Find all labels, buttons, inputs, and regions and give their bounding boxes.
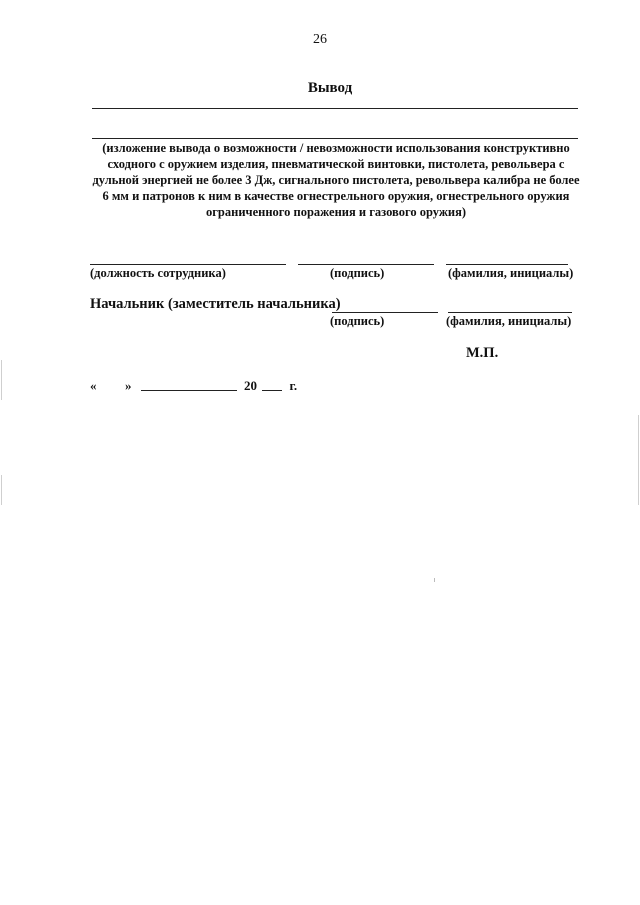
conclusion-line-2[interactable] <box>92 138 578 139</box>
scan-speck <box>434 578 435 582</box>
officer-signature-caption: (подпись) <box>330 266 385 280</box>
purpose-caption: (изложение вывода о возможности / невозможности использования конструктивно сходного с оружием изделия, пневматической винтовки, пистолета, револьвера с дульной энергией не более 3 Дж, сигнального пистолета, револьвера калибра не более 6 мм и патронов к ним в качестве огнестрельного оружия, огнестрельного оружия ограниченного поражения и газового оружия) <box>92 141 580 219</box>
officer-name-line[interactable] <box>446 264 568 265</box>
chief-name-line[interactable] <box>448 312 572 313</box>
date-row <box>90 378 297 394</box>
position-line[interactable] <box>90 264 286 265</box>
chief-signature-line[interactable] <box>332 312 438 313</box>
chief-label: Начальник (заместитель начальника) <box>90 296 341 312</box>
date-open-quote: « <box>90 378 97 393</box>
scan-edge-mark <box>1 360 2 400</box>
chief-signature-caption: (подпись) <box>330 314 385 328</box>
scan-edge-mark <box>1 475 2 505</box>
year-blank[interactable] <box>262 390 282 391</box>
month-blank[interactable] <box>141 390 237 391</box>
stamp-place: М.П. <box>466 345 499 361</box>
date-close-quote: » <box>125 378 132 393</box>
officer-name-caption: (фамилия, инициалы) <box>448 266 574 280</box>
scan-edge-mark <box>638 415 639 505</box>
officer-signature-line[interactable] <box>298 264 434 265</box>
year-prefix: 20 <box>244 378 257 393</box>
conclusion-line-1[interactable] <box>92 108 578 109</box>
page-number: 26 <box>313 32 327 47</box>
position-caption: (должность сотрудника) <box>90 266 226 280</box>
document-title: Вывод <box>307 80 353 96</box>
year-suffix: г. <box>289 378 298 393</box>
chief-name-caption: (фамилия, инициалы) <box>446 314 572 328</box>
